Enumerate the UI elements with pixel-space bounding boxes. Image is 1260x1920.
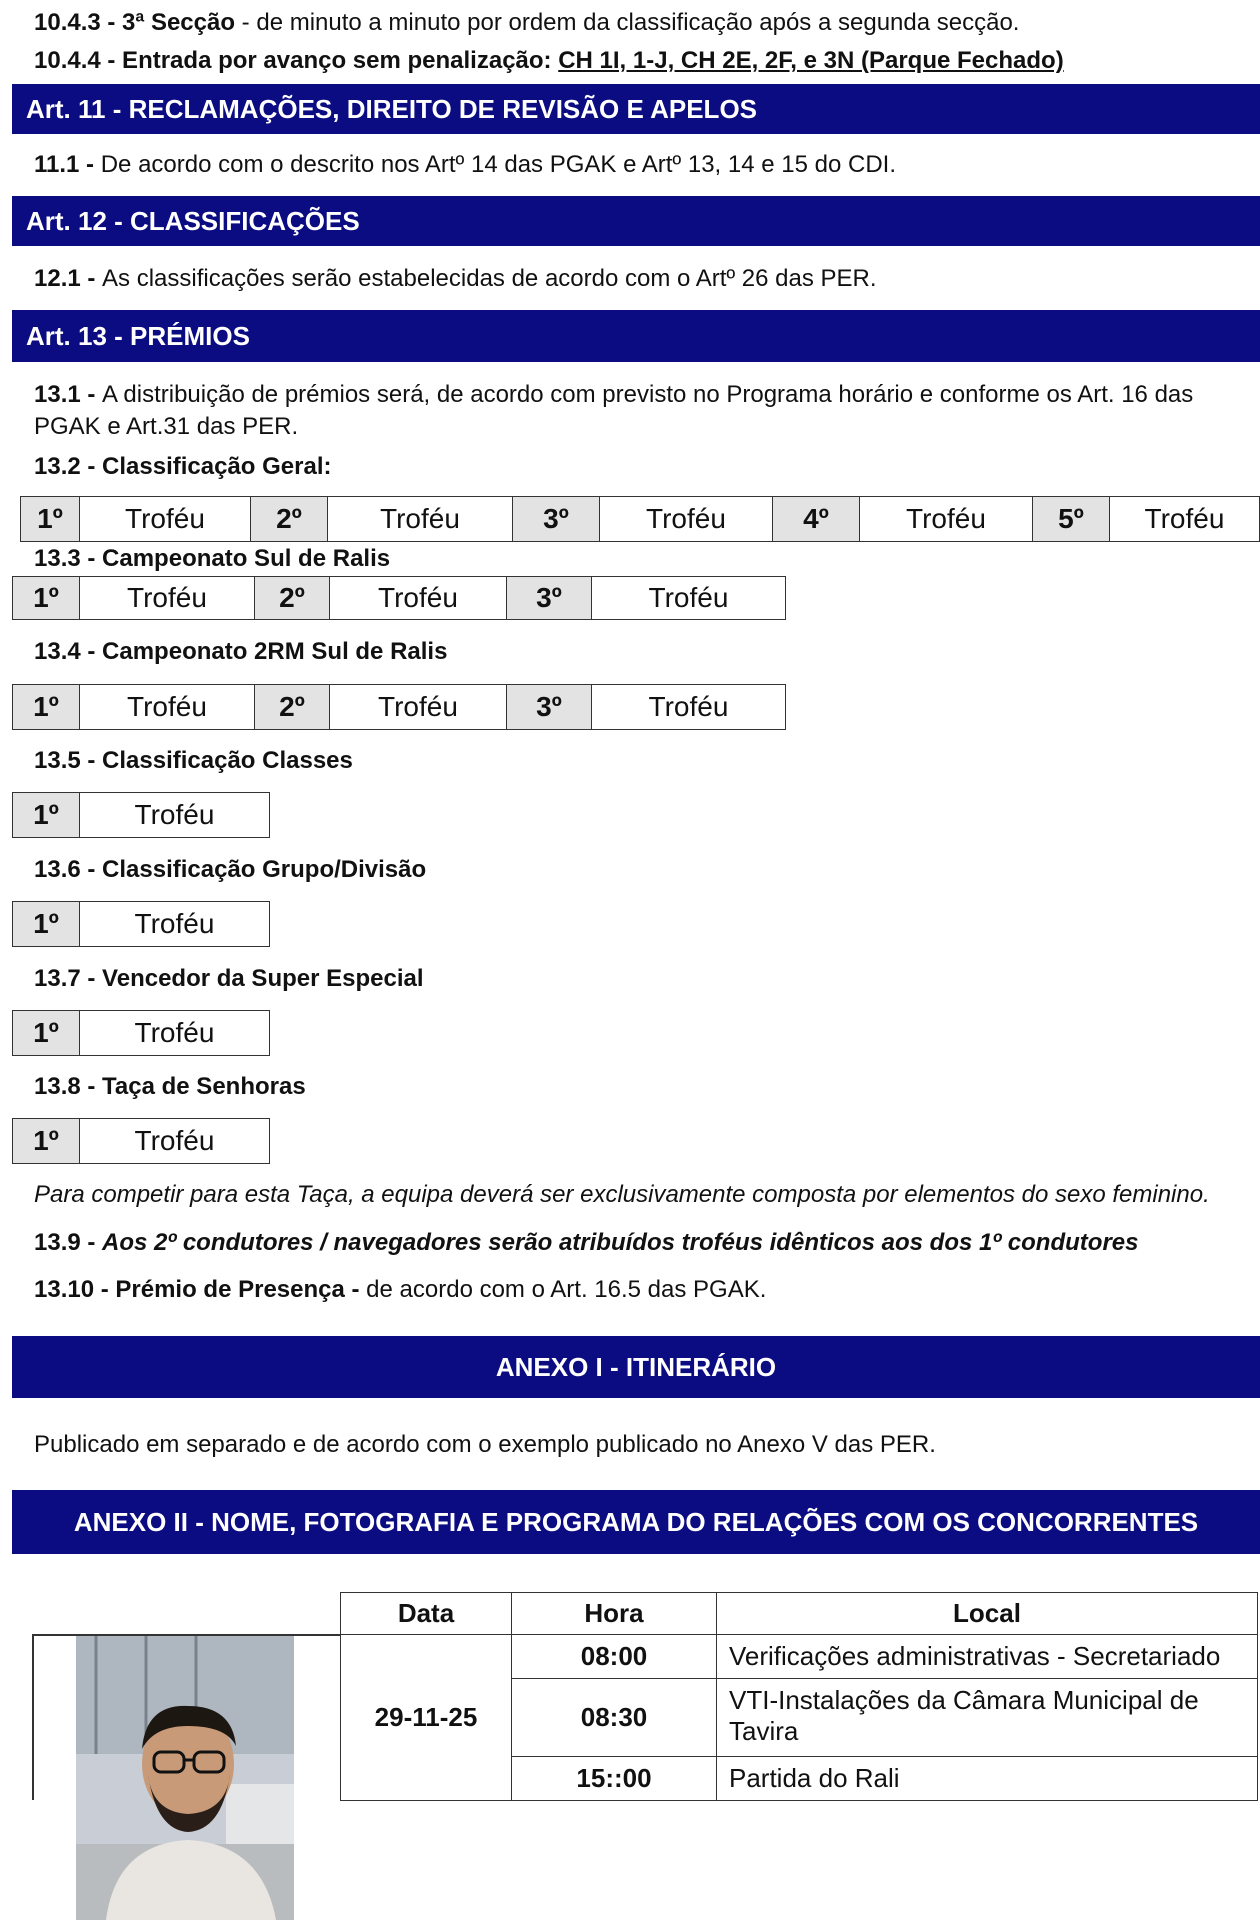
para-13-1 (34, 380, 1193, 410)
para-number: 13.1 - (34, 381, 103, 408)
schedule-time: 08:30 (512, 1679, 717, 1757)
para-number: 11.1 - (34, 151, 101, 178)
para-text: CH 1I, 1-J, CH 2E, 2F, e 3N (Parque Fechado) (558, 47, 1064, 74)
prize-position: 1º (21, 497, 80, 542)
para-13-1-cont (34, 412, 298, 442)
para-11-1 (34, 150, 896, 180)
section-header-anexo-ii (12, 1490, 1260, 1554)
subsection-13-6: 13.6 - Classificação Grupo/Divisão (34, 856, 427, 883)
prize-position: 1º (13, 577, 80, 620)
schedule-location: Partida do Rali (717, 1757, 1258, 1801)
prize-table-sul-2rm (12, 684, 786, 730)
section-header-art12 (12, 196, 1260, 246)
para-text: De acordo com o descrito nos Artº 14 das PGAK e Artº 13, 14 e 15 do CDI. (100, 151, 896, 178)
table-row (341, 1635, 1258, 1679)
subsection-13-2: 13.2 - Classificação Geral: (34, 453, 332, 480)
column-header-data: Data (341, 1593, 512, 1635)
para-10-4-4 (34, 46, 1064, 76)
prize-table-geral (20, 496, 1260, 542)
prize-position: 1º (13, 1011, 80, 1056)
prize-position: 1º (13, 902, 80, 947)
prize-table-sul (12, 576, 786, 620)
column-header-local: Local (717, 1593, 1258, 1635)
prize-value: Troféu (80, 497, 251, 542)
table-frame-line (32, 1634, 340, 1636)
prize-table-senhoras (12, 1118, 270, 1164)
prize-position: 2º (255, 685, 330, 730)
schedule-location: Verificações administrativas - Secretariado (717, 1635, 1258, 1679)
anexo-i-text: Publicado em separado e de acordo com o exemplo publicado no Anexo V das PER. (34, 1431, 936, 1458)
para-text: de acordo com o Art. 16.5 das PGAK. (366, 1276, 767, 1303)
prize-value: Troféu (80, 1119, 270, 1164)
column-header-hora: Hora (512, 1593, 717, 1635)
section-title: Art. 13 - PRÉMIOS (26, 320, 250, 351)
prize-value: Troféu (592, 685, 786, 730)
para-text: PGAK e Art.31 das PER. (34, 413, 299, 440)
para-text: Aos 2º condutores / navegadores serão atribuídos troféus idênticos aos dos 1º condutores (102, 1229, 1139, 1256)
prize-position: 3º (513, 497, 600, 542)
subsection-13-7: 13.7 - Vencedor da Super Especial (34, 965, 424, 992)
prize-value: Troféu (80, 1011, 270, 1056)
prize-table-classes (12, 792, 270, 838)
prize-value: Troféu (80, 685, 255, 730)
prize-position: 2º (251, 497, 328, 542)
schedule-location: VTI-Instalações da Câmara Municipal de Tavira (717, 1679, 1258, 1757)
prize-value: Troféu (592, 577, 786, 620)
para-number: 10.4.3 - 3ª Secção (34, 9, 236, 36)
table-frame-line (32, 1634, 34, 1800)
subsection-13-10 (34, 1275, 766, 1305)
prize-value: Troféu (600, 497, 773, 542)
section-header-anexo-i (12, 1336, 1260, 1398)
prize-table-grupo (12, 901, 270, 947)
para-text: - de minuto a minuto por ordem da classificação após a segunda secção. (235, 9, 1020, 36)
section-title: ANEXO II - NOME, FOTOGRAFIA E PROGRAMA DO RELAÇÕES COM OS CONCORRENTES (73, 1506, 1199, 1537)
para-number: 12.1 - (34, 265, 103, 292)
prize-position: 5º (1033, 497, 1110, 542)
prize-value: Troféu (330, 577, 507, 620)
para-number: 13.9 - (34, 1229, 103, 1256)
prize-position: 2º (255, 577, 330, 620)
para-text: As classificações serão estabelecidas de acordo com o Artº 26 das PER. (102, 265, 877, 292)
schedule-time: 15::00 (512, 1757, 717, 1801)
subsection-13-9 (34, 1228, 1138, 1258)
prize-value: Troféu (328, 497, 513, 542)
section-title: ANEXO I - ITINERÁRIO (495, 1351, 777, 1382)
prize-value: Troféu (80, 902, 270, 947)
subsection-13-5: 13.5 - Classificação Classes (34, 747, 353, 774)
schedule-date: 29-11-25 (341, 1635, 512, 1801)
subsection-13-8: 13.8 - Taça de Senhoras (34, 1073, 306, 1100)
para-number: 10.4.4 - Entrada por avanço sem penalização: (34, 47, 559, 74)
senhoras-note: Para competir para esta Taça, a equipa deverá ser exclusivamente composta por elementos do sexo feminino. (34, 1181, 1210, 1208)
para-number: 13.10 - Prémio de Presença - (34, 1276, 367, 1303)
schedule-table (340, 1592, 1258, 1801)
para-text: A distribuição de prémios será, de acordo com previsto no Programa horário e conforme os Art. 16 das (102, 381, 1194, 408)
prize-value: Troféu (1110, 497, 1260, 542)
contact-photo (76, 1634, 294, 1920)
section-header-art13 (12, 310, 1260, 362)
para-10-4-3 (34, 8, 1019, 38)
schedule-time: 08:00 (512, 1635, 717, 1679)
prize-value: Troféu (860, 497, 1033, 542)
prize-position: 1º (13, 685, 80, 730)
prize-position: 1º (13, 793, 80, 838)
para-12-1 (34, 264, 877, 294)
prize-value: Troféu (80, 793, 270, 838)
prize-position: 3º (507, 685, 592, 730)
prize-position: 3º (507, 577, 592, 620)
subsection-13-4: 13.4 - Campeonato 2RM Sul de Ralis (34, 638, 448, 665)
prize-table-super-especial (12, 1010, 270, 1056)
prize-value: Troféu (80, 577, 255, 620)
section-title: Art. 12 - CLASSIFICAÇÕES (26, 205, 360, 236)
person-photo-icon (76, 1634, 294, 1920)
section-title: Art. 11 - RECLAMAÇÕES, DIREITO DE REVISÃO E APELOS (26, 93, 758, 124)
subsection-13-3: 13.3 - Campeonato Sul de Ralis (34, 545, 391, 572)
prize-value: Troféu (330, 685, 507, 730)
section-header-art11 (12, 84, 1260, 134)
prize-position: 1º (13, 1119, 80, 1164)
prize-position: 4º (773, 497, 860, 542)
